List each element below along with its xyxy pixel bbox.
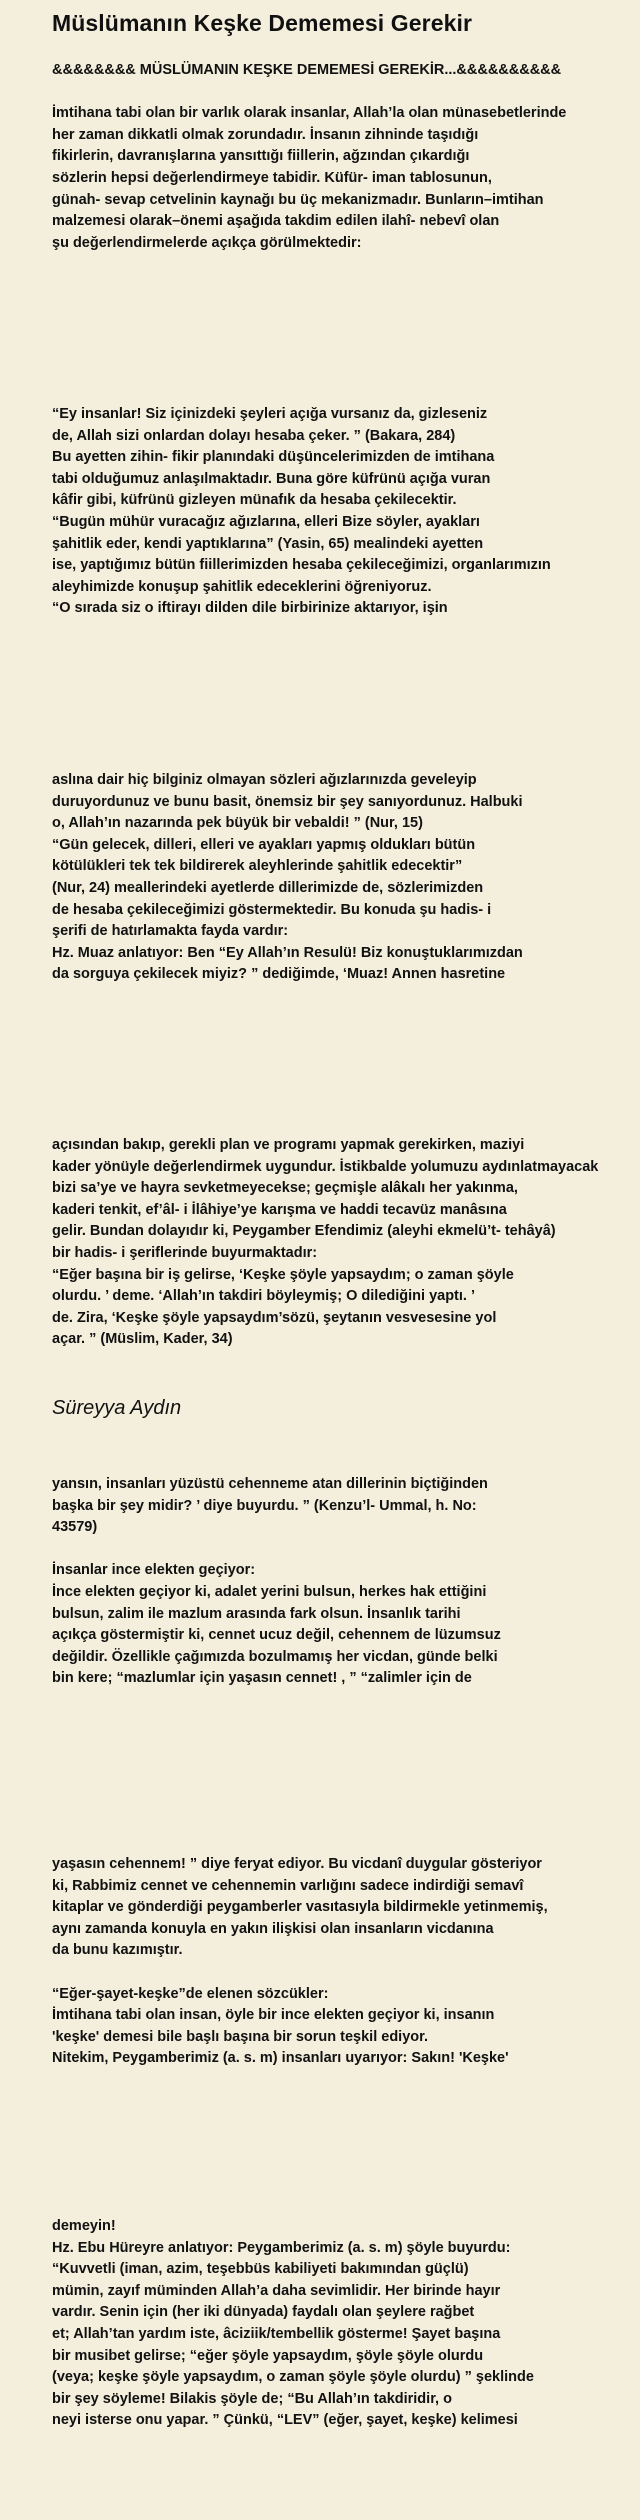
text-line: neyi isterse onu yapar. ” Çünkü, “LEV” (eğer, şayet, keşke) kelimesi [52, 2412, 518, 2429]
text-line: aleyhimizde konuşup şahitlik edeceklerini öğreniyoruz. [52, 578, 432, 595]
text-line: şerifi de hatırlamakta fayda vardır: [52, 923, 289, 940]
text-line: açısından bakıp, gerekli plan ve programı yapmak gerekirken, maziyi [52, 1137, 525, 1153]
text-line: şu değerlendirmelerde açıkça görülmektedir: [52, 234, 362, 251]
author-signature: Süreyya Aydın [52, 1397, 182, 1419]
text-line: 43579) [52, 1519, 98, 1536]
text-line: ise, yaptığımız bütün fiillerimizden hesaba çekileceğimizi, organlarımızın [52, 557, 551, 574]
text-line: bulsun, zalim ile mazlum arasında fark olsun. İnsanlık tarihi [52, 1605, 461, 1622]
text-line: et; Allah’tan yardım iste, âciziik/tembellik gösterme! Şayet başına [52, 2325, 501, 2342]
text-line: 'keşke' demesi bile başlı başına bir sorun teşkil ediyor. [52, 2028, 429, 2045]
text-line: “Bugün mühür vuracağız ağızlarına, elleri Bize söyler, ayakları [52, 513, 480, 530]
text-block-6 [52, 1854, 548, 2070]
text-line: “Eğer başına bir iş gelirse, ‘Keşke şöyle yapsaydım; o zaman şöyle [52, 1266, 514, 1283]
text-line: demeyin! [52, 2218, 116, 2234]
text-line: Hz. Ebu Hüreyre anlatıyor: Peygamberimiz (a. s. m) şöyle buyurdu: [52, 2239, 511, 2256]
page-title: Müslümanın Keşke Dememesi Gerekir [52, 10, 473, 36]
text-line: açar. ” (Müslim, Kader, 34) [52, 1331, 233, 1348]
text-line: gelir. Bundan dolayıdır ki, Peygamber Efendimiz (aleyhi ekmelü’t- tehâyâ) [52, 1223, 556, 1240]
text-line: İnce elekten geçiyor ki, adalet yerini bulsun, herkes hak ettiğini [52, 1583, 487, 1600]
text-line: Nitekim, Peygamberimiz (a. s. m) insanları uyarıyor: Sakın! 'Keşke' [52, 2050, 509, 2067]
text-line: kaderi tenkit, ef’âl- i İlâhiye’ye karışma ve haddi tecavüz manâsına [52, 1201, 507, 1218]
text-line: olurdu. ’ deme. ‘Allah’ın takdiri böyleymiş; O dilediğini yaptı. ’ [52, 1288, 475, 1305]
text-line: “Ey insanlar! Siz içinizdeki şeyleri açığa vursanız da, gizleseniz [52, 406, 488, 422]
text-line: tabi olduğumuz anlaşılmaktadır. Buna göre küfrünü açığa vuran [52, 470, 491, 487]
text-line [52, 1539, 501, 1561]
text-line: fikirlerin, davranışlarına yansıttığı fiillerin, ağzından çıkardığı [52, 148, 470, 165]
text-block-3 [52, 770, 523, 986]
text-line: de hesaba çekileceğimizi göstermektedir. Bu konuda şu hadis- i [52, 901, 492, 918]
text-line [52, 1962, 548, 1984]
text-line: de, Allah sizi onlardan dolayı hesaba çeker. ” (Bakara, 284) [52, 427, 456, 444]
text-block-1 [52, 60, 566, 254]
text-line: (veya; keşke şöyle yapsaydım, o zaman şöyle şöyle olurdu) ” şeklinde [52, 2369, 534, 2386]
text-line: İnsanlar ince elekten geçiyor: [52, 1562, 256, 1579]
text-block-7 [52, 2216, 534, 2432]
text-line: de. Zira, ‘Keşke şöyle yapsaydım’sözü, şeytanın vesvesesine yol [52, 1309, 497, 1326]
text-line: İmtihana tabi olan bir varlık olarak insanlar, Allah’la olan münasebetlerinde [52, 105, 567, 122]
text-line: kitaplar ve gönderdiği peygamberler vasıtasıyla bildirmekle yetinmemiş, [52, 1899, 548, 1916]
text-line: aynı zamanda konuyla en yakın ilişkisi olan insanların vicdanına [52, 1920, 494, 1937]
text-line: “O sırada siz o iftirayı dilden dile birbirinize aktarıyor, işin [52, 600, 448, 617]
text-block-2 [52, 404, 551, 620]
text-line: duruyordunuz ve bunu basit, önemsiz bir şey sanıyordunuz. Halbuki [52, 793, 523, 810]
text-line: Hz. Muaz anlatıyor: Ben “Ey Allah’ın Resulü! Biz konuştuklarımızdan [52, 944, 523, 961]
text-line: kötülükleri tek tek bildirerek aleyhlerinde şahitlik edecektir” [52, 858, 463, 875]
text-line: “Kuvvetli (iman, azim, teşebbüs kabiliyeti bakımından güçlü) [52, 2261, 469, 2278]
text-line: bir şey söyleme! Bilakis şöyle de; “Bu Allah’ın takdiridir, o [52, 2390, 452, 2407]
text-line: mümin, zayıf müminden Allah’a daha sevimlidir. Her birinde hayır [52, 2282, 501, 2299]
text-line: kader yönüyle değerlendirmek uygundur. İstikbalde yolumuzu aydınlatmayacak [52, 1158, 599, 1175]
text-line: kâfir gibi, küfrünü gizleyen münafık da hesaba çekilecektir. [52, 492, 457, 509]
text-line: da bunu kazımıştır. [52, 1942, 183, 1959]
text-line: “Gün gelecek, dilleri, elleri ve ayakları yapmış oldukları bütün [52, 836, 476, 853]
text-line: malzemesi olarak–önemi aşağıda takdim edilen ilahî- nebevî olan [52, 213, 500, 230]
text-line: vardır. Senin için (her iki dünyada) faydalı olan şeylere rağbet [52, 2304, 475, 2321]
text-line: başka bir şey midir? ’ diye buyurdu. ” (Kenzu’l- Ummal, h. No: [52, 1497, 477, 1514]
text-line: Bu ayetten zihin- fikir planındaki düşüncelerimizden de imtihana [52, 449, 495, 466]
text-line: bizi sa’ye ve hayra sevketmeyecekse; geçmişle alâkalı her yakınma, [52, 1180, 518, 1197]
text-line: değildir. Özellikle çağımızda bozulmamış her vicdan, günde belki [52, 1648, 498, 1665]
text-line: aslına dair hiç bilginiz olmayan sözleri ağızlarınızda geveleyip [52, 772, 477, 788]
text-line: bin kere; “mazlumlar için yaşasın cennet! , ” “zalimler için de [52, 1670, 472, 1687]
text-line: bir hadis- i şeriflerinde buyurmaktadır: [52, 1244, 318, 1261]
text-line: her zaman dikkatli olmak zorundadır. İnsanın zihninde taşıdığı [52, 126, 479, 143]
text-line: yansın, insanları yüzüstü cehenneme atan dillerinin biçtiğinden [52, 1476, 488, 1492]
text-line: yaşasın cehennem! ” diye feryat ediyor. Bu vicdanî duygular gösteriyor [52, 1856, 542, 1872]
text-line: bir musibet gelirse; “eğer şöyle yapsaydım, şöyle şöyle olurdu [52, 2347, 484, 2364]
text-line: (Nur, 24) meallerindeki ayetlerde dillerimizde de, sözlerimizden [52, 879, 484, 896]
text-line: ki, Rabbimiz cennet ve cehennemin varlığını sadece indirdiği semavî [52, 1877, 524, 1894]
text-line: &&&&&&&& MÜSLÜMANIN KEŞKE DEMEMESİ GEREKİR...&&&&&&&&&& [52, 62, 562, 78]
text-line: da sorguya çekilecek miyiz? ” dediğimde, ‘Muaz! Annen hasretine [52, 966, 506, 983]
text-line: sözlerin hepsi değerlendirmeye tabidir. Küfür- iman tablosunun, [52, 169, 492, 186]
text-line: şahitlik eder, kendi yaptıklarına” (Yasin, 65) mealindeki ayetten [52, 535, 484, 552]
text-block-4 [52, 1135, 598, 1351]
text-line: açıkça göstermiştir ki, cennet ucuz değil, cehennem de lüzumsuz [52, 1627, 501, 1644]
text-line: “Eğer-şayet-keşke”de elenen sözcükler: [52, 1985, 329, 2002]
text-line [52, 82, 566, 104]
text-line: günah- sevap cetvelinin kaynağı bu üç mekanizmadır. Bunların–imtihan [52, 191, 544, 208]
text-line: o, Allah’ın nazarında pek büyük bir vebaldi! ” (Nur, 15) [52, 815, 423, 832]
text-block-5 [52, 1474, 501, 1690]
text-line: İmtihana tabi olan insan, öyle bir ince elekten geçiyor ki, insanın [52, 2007, 495, 2024]
